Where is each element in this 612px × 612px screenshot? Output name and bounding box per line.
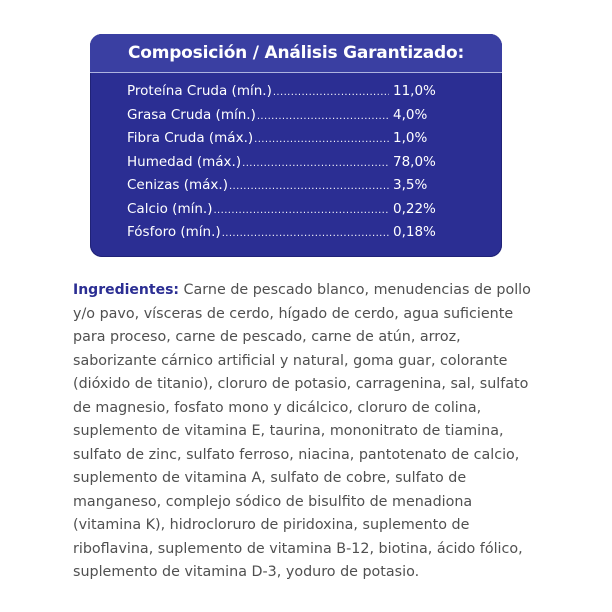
- ingredients-line: suplemento de vitamina E, taurina, mononitrato de tiamina,: [73, 423, 504, 439]
- ingredients-paragraph: [73, 279, 563, 585]
- nutrient-value: 1,0%: [393, 130, 428, 146]
- panel-title: Composición / Análisis Garantizado:: [90, 34, 502, 73]
- nutrient-value: 11,0%: [393, 83, 436, 99]
- analysis-row: [127, 224, 453, 248]
- ingredients-line: de magnesio, fosfato mono y dicálcico, cloruro de colina,: [73, 399, 482, 416]
- nutrient-value: 0,22%: [393, 200, 436, 217]
- ingredients-line: riboflavina, suplemento de vitamina B-12, biotina, ácido fólico,: [73, 540, 523, 557]
- analysis-row: [127, 201, 453, 225]
- nutrient-label: Humedad (máx.): [127, 153, 242, 170]
- nutrient-label: Proteína Cruda (mín.): [127, 83, 272, 99]
- ingredients-line: manganeso, complejo sódico de bisulfito de menadiona: [73, 493, 473, 510]
- analysis-row: [127, 130, 453, 154]
- nutrient-value: 78,0%: [393, 153, 436, 170]
- ingredients-label: Ingredientes:: [73, 282, 179, 298]
- nutrient-label: Cenizas (máx.): [127, 177, 228, 193]
- dot-leader: [254, 134, 389, 145]
- ingredients-line: [73, 279, 563, 303]
- ingredients-line: suplemento de vitamina D-3, yoduro de potasio.: [73, 564, 420, 580]
- ingredients-line: y/o pavo, vísceras de cerdo, hígado de cerdo, agua suficiente: [73, 305, 514, 322]
- analysis-row: [127, 83, 453, 107]
- nutrient-label: Fósforo (mín.): [127, 224, 221, 240]
- analysis-row: [127, 154, 453, 178]
- dot-leader: [273, 87, 389, 98]
- nutrient-label: Calcio (mín.): [127, 200, 213, 217]
- ingredients-line: suplemento de vitamina A, sulfato de cobre, sulfato de: [73, 470, 467, 486]
- dot-leader: [242, 158, 389, 169]
- ingredients-line: sulfato de zinc, sulfato ferroso, niacina, pantotenato de calcio,: [73, 446, 520, 463]
- nutrient-label: Grasa Cruda (mín.): [127, 106, 256, 123]
- nutrient-value: 3,5%: [393, 177, 428, 193]
- dot-leader: [257, 111, 389, 122]
- analysis-row: [127, 177, 453, 201]
- analysis-row: [127, 107, 453, 131]
- ingredients-line: saborizante cárnico artificial y natural, goma guar, colorante: [73, 352, 508, 369]
- ingredients-text: Carne de pescado blanco, menudencias de pollo: [179, 282, 531, 298]
- dot-leader: [222, 228, 389, 239]
- ingredients-line: (dióxido de titanio), cloruro de potasio, carragenina, sal, sulfato: [73, 376, 529, 392]
- nutrient-value: 4,0%: [393, 106, 428, 123]
- ingredients-line: (vitamina K), hidrocloruro de piridoxina, suplemento de: [73, 517, 470, 533]
- dot-leader: [229, 181, 389, 192]
- analysis-table: [127, 83, 453, 248]
- ingredients-line: para proceso, carne de pescado, carne de atún, arroz,: [73, 329, 461, 345]
- guaranteed-analysis-panel: [90, 34, 502, 257]
- dot-leader: [213, 205, 389, 216]
- nutrient-label: Fibra Cruda (máx.): [127, 130, 254, 146]
- nutrient-value: 0,18%: [393, 224, 436, 240]
